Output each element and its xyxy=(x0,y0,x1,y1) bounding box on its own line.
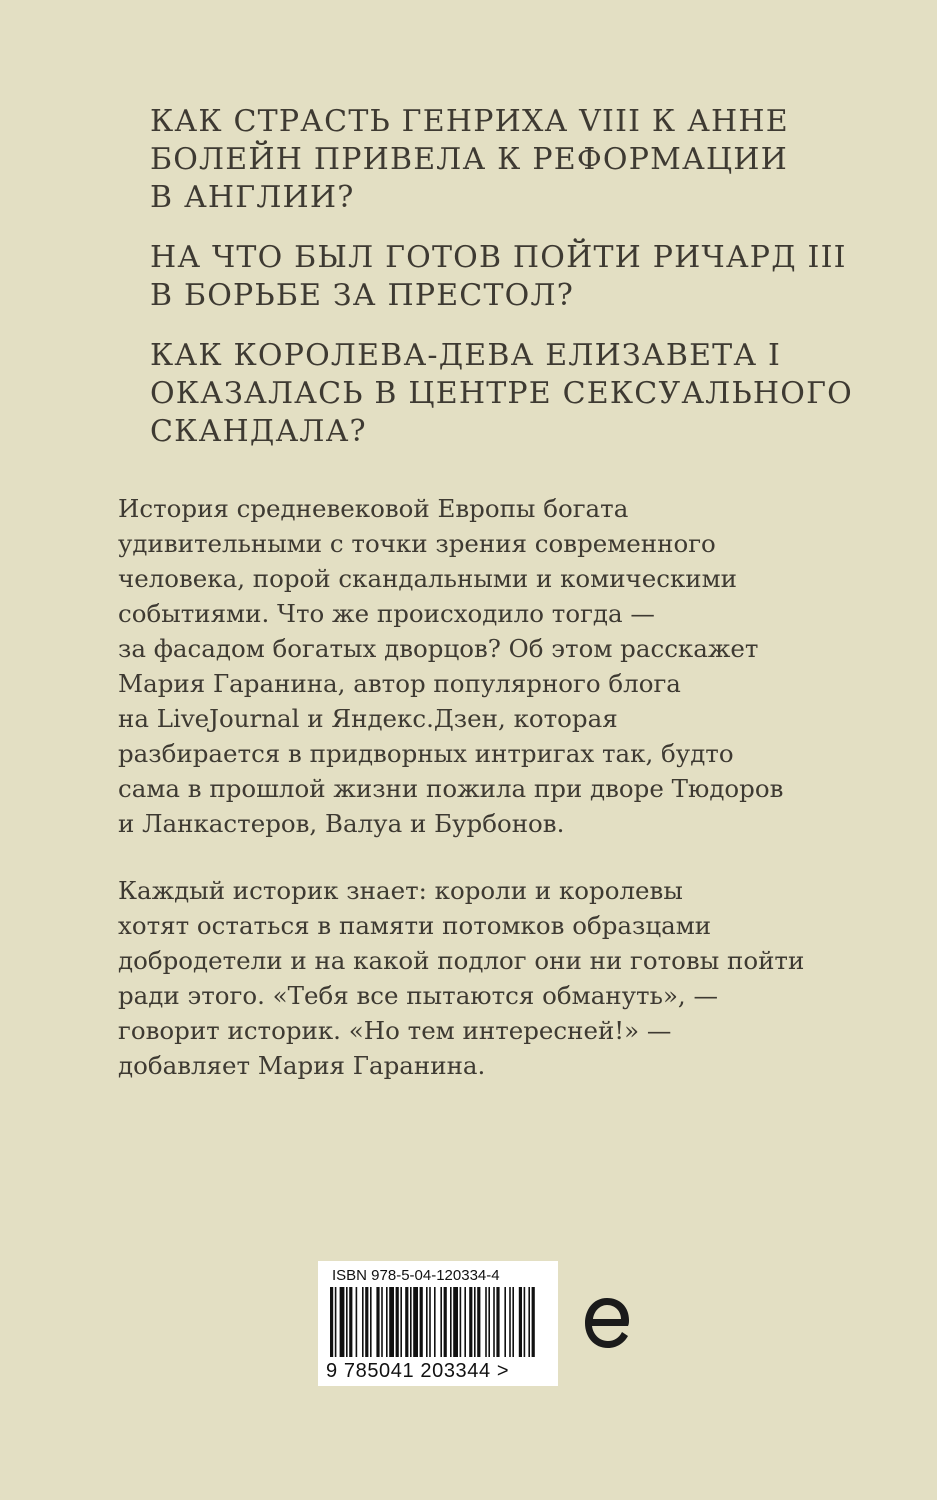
question-line: НА ЧТО БЫЛ ГОТОВ ПОЙТИ РИЧАРД III xyxy=(150,240,847,275)
paragraph-line: ради этого. «Тебя все пытаются обмануть», — xyxy=(118,981,719,1010)
paragraph-line: История средневековой Европы богата xyxy=(118,494,629,523)
paragraph-line: на LiveJournal и Яндекс.Дзен, которая xyxy=(118,704,618,733)
paragraph-line: Каждый историк знает: короли и королевы xyxy=(118,876,683,905)
paragraph-line: говорит историк. «Но тем интересней!» — xyxy=(118,1016,672,1045)
description-paragraph-1 xyxy=(118,491,898,841)
questions-block xyxy=(150,103,890,473)
question-line: КАК СТРАСТЬ ГЕНРИХА VIII К АННЕ xyxy=(150,104,789,139)
question-richard xyxy=(150,239,890,315)
question-line: В БОРЬБЕ ЗА ПРЕСТОЛ? xyxy=(150,278,574,313)
description-paragraph-2 xyxy=(118,873,898,1083)
paragraph-line: сама в прошлой жизни пожила при дворе Тюдоров xyxy=(118,774,784,803)
ean-digits: 9 785041 203344 > xyxy=(326,1360,510,1382)
barcode-bars xyxy=(330,1287,540,1361)
paragraph-line: добавляет Мария Гаранина. xyxy=(118,1051,486,1080)
question-line: В АНГЛИИ? xyxy=(150,180,355,215)
question-line: СКАНДАЛА? xyxy=(150,414,367,449)
question-line: КАК КОРОЛЕВА-ДЕВА ЕЛИЗАВЕТА I xyxy=(150,338,782,373)
paragraph-line: за фасадом богатых дворцов? Об этом расскажет xyxy=(118,634,759,663)
paragraph-line: добродетели и на какой подлог они ни готовы пойти xyxy=(118,946,805,975)
paragraph-line: удивительными с точки зрения современного xyxy=(118,529,716,558)
isbn-number: ISBN 978-5-04-120334-4 xyxy=(332,1267,500,1284)
paragraph-line: и Ланкастеров, Валуа и Бурбонов. xyxy=(118,809,565,838)
isbn-barcode xyxy=(318,1261,558,1386)
paragraph-line: человека, порой скандальными и комическими xyxy=(118,564,738,593)
question-henry xyxy=(150,103,890,217)
paragraph-line: хотят остаться в памяти потомков образцами xyxy=(118,911,712,940)
eksmo-logo-icon xyxy=(581,1292,633,1354)
paragraph-line: Мария Гаранина, автор популярного блога xyxy=(118,669,681,698)
paragraph-line: разбирается в придворных интригах так, будто xyxy=(118,739,734,768)
question-line: БОЛЕЙН ПРИВЕЛА К РЕФОРМАЦИИ xyxy=(150,142,789,177)
paragraph-line: событиями. Что же происходило тогда — xyxy=(118,599,655,628)
question-elizabeth xyxy=(150,337,890,451)
question-line: ОКАЗАЛАСЬ В ЦЕНТРЕ СЕКСУАЛЬНОГО xyxy=(150,376,853,411)
